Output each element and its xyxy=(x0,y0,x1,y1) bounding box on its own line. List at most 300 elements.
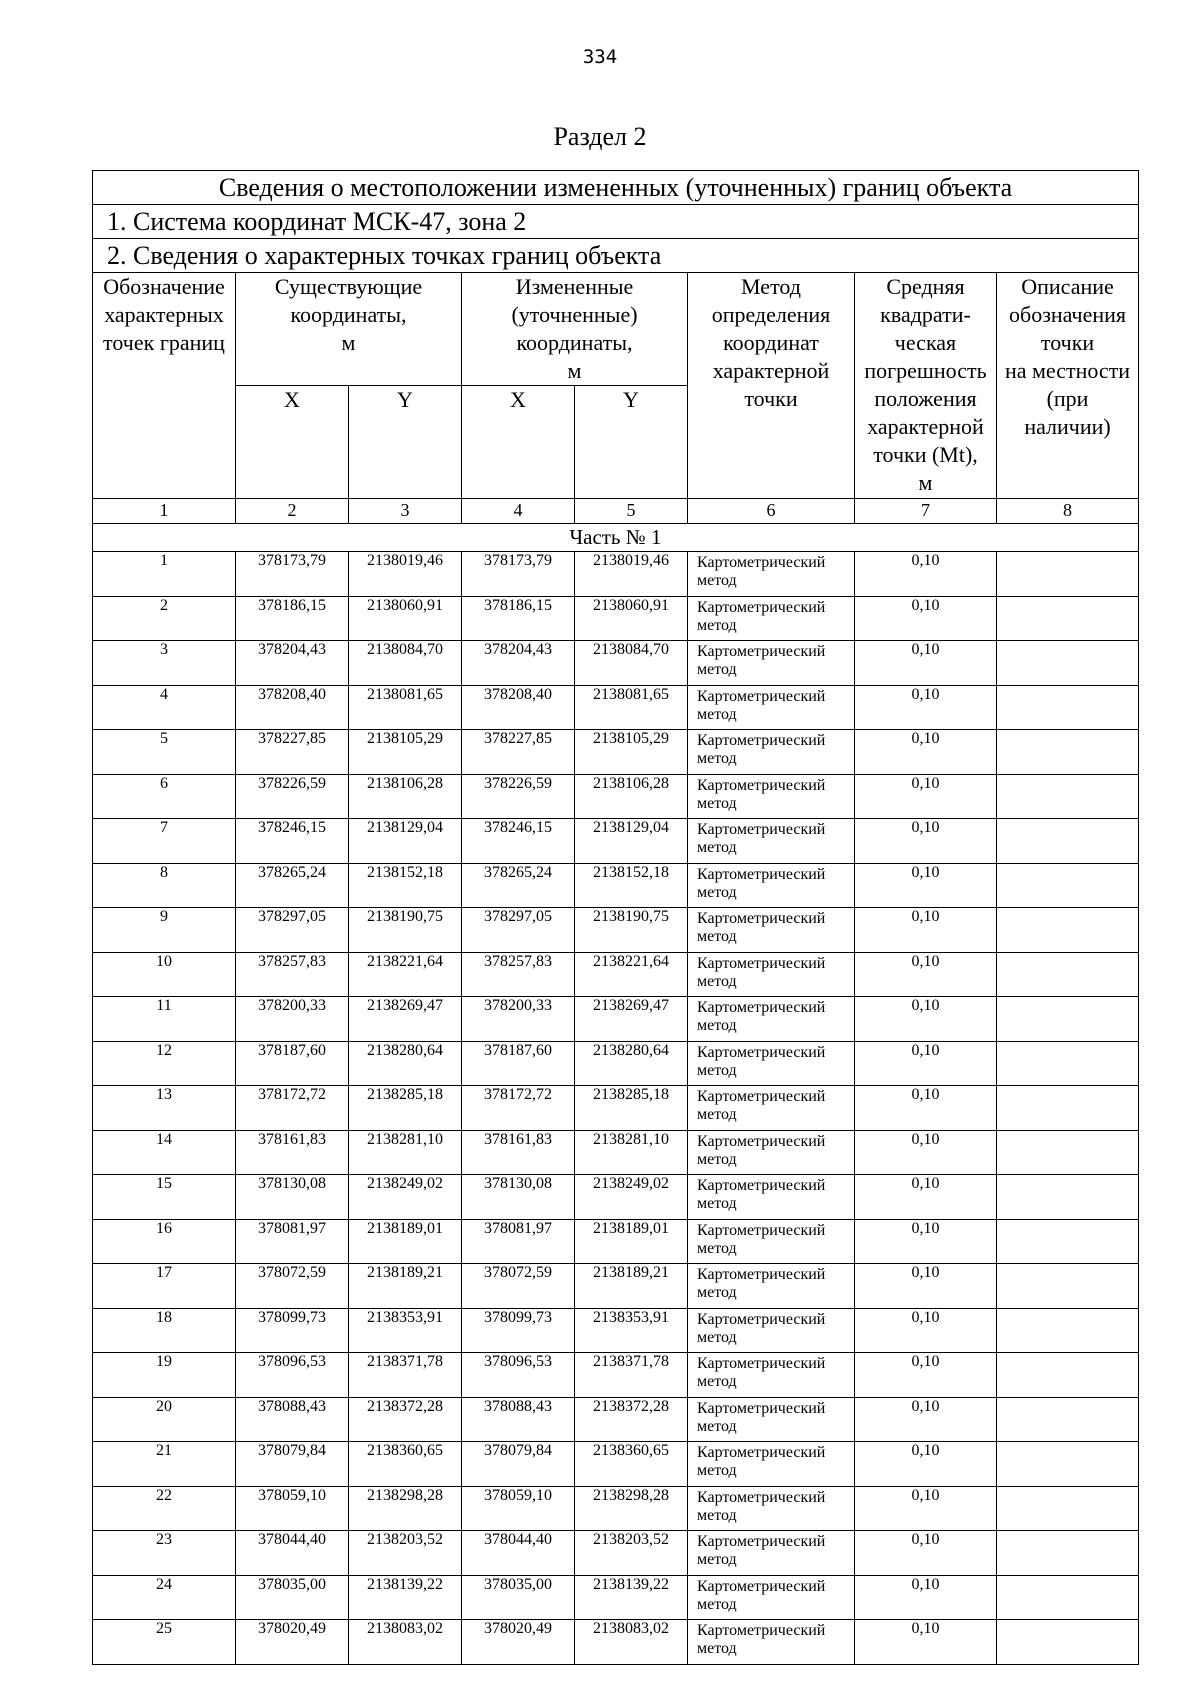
existing-y: 2138221,64 xyxy=(349,952,462,997)
accuracy-value: 0,10 xyxy=(855,1041,997,1086)
table-row xyxy=(93,1041,1139,1086)
column-number: 4 xyxy=(462,499,575,524)
changed-y: 2138281,10 xyxy=(575,1130,688,1175)
existing-x: 378130,08 xyxy=(236,1175,349,1220)
changed-y: 2138139,22 xyxy=(575,1575,688,1620)
table-row xyxy=(93,819,1139,864)
header-line: положения xyxy=(874,386,977,411)
table-row xyxy=(93,641,1139,686)
changed-x: 378227,85 xyxy=(462,730,575,775)
method xyxy=(688,952,855,997)
method xyxy=(688,596,855,641)
changed-x: 378200,33 xyxy=(462,997,575,1042)
table-row xyxy=(93,1264,1139,1309)
header-x-changed: X xyxy=(462,386,575,499)
method-line: Картометрический xyxy=(697,1533,826,1550)
point-description xyxy=(997,1264,1139,1309)
changed-x: 378187,60 xyxy=(462,1041,575,1086)
point-number: 2 xyxy=(93,596,236,641)
method xyxy=(688,552,855,597)
changed-x: 378246,15 xyxy=(462,819,575,864)
changed-y: 2138060,91 xyxy=(575,596,688,641)
existing-y: 2138084,70 xyxy=(349,641,462,686)
header-line: (при xyxy=(1046,386,1089,411)
changed-x: 378072,59 xyxy=(462,1264,575,1309)
table-row xyxy=(93,1175,1139,1220)
point-number: 17 xyxy=(93,1264,236,1309)
method xyxy=(688,863,855,908)
method-line: Картометрический xyxy=(697,954,826,972)
method-line: Картометрический xyxy=(697,1088,826,1105)
header-line: ческая xyxy=(894,330,957,355)
point-description xyxy=(997,997,1139,1042)
existing-y: 2138106,28 xyxy=(349,774,462,819)
method-line: метод xyxy=(697,1239,737,1257)
changed-x: 378079,84 xyxy=(462,1442,575,1487)
accuracy-value: 0,10 xyxy=(855,1575,997,1620)
existing-y: 2138372,28 xyxy=(349,1397,462,1442)
changed-y: 2138152,18 xyxy=(575,863,688,908)
method xyxy=(688,730,855,775)
header-line: координаты, xyxy=(516,330,633,355)
point-number: 19 xyxy=(93,1353,236,1398)
method-line: Картометрический xyxy=(697,1622,826,1639)
existing-y: 2138189,21 xyxy=(349,1264,462,1309)
header-line: точки (Mt), xyxy=(873,442,978,467)
existing-y: 2138298,28 xyxy=(349,1486,462,1531)
existing-x: 378059,10 xyxy=(236,1486,349,1531)
section-title: Раздел 2 xyxy=(553,122,647,151)
method xyxy=(688,1308,855,1353)
method-line: метод xyxy=(697,1017,737,1034)
changed-y: 2138081,65 xyxy=(575,685,688,730)
table-row xyxy=(93,1575,1139,1620)
column-number: 7 xyxy=(855,499,997,524)
method xyxy=(688,997,855,1042)
method xyxy=(688,908,855,953)
point-description xyxy=(997,1486,1139,1531)
point-number: 11 xyxy=(93,997,236,1042)
method-line: Картометрический xyxy=(697,1177,826,1194)
accuracy-value: 0,10 xyxy=(855,863,997,908)
accuracy-value: 0,10 xyxy=(855,997,997,1042)
point-description xyxy=(997,1353,1139,1398)
header-line: определения xyxy=(711,302,831,327)
method-line: Картометрический xyxy=(697,1488,826,1506)
column-number: 3 xyxy=(349,499,462,524)
method-line: Картометрический xyxy=(697,1043,826,1061)
table-row xyxy=(93,1397,1139,1442)
header-line: м xyxy=(918,470,933,495)
method-line: метод xyxy=(697,1462,737,1479)
table-row xyxy=(93,952,1139,997)
changed-x: 378081,97 xyxy=(462,1219,575,1264)
header-line: характерных xyxy=(104,302,224,327)
method-line: метод xyxy=(697,839,737,856)
existing-x: 378200,33 xyxy=(236,997,349,1042)
header-line: координат xyxy=(723,330,819,355)
header-line: м xyxy=(341,330,356,355)
changed-y: 2138360,65 xyxy=(575,1442,688,1487)
changed-x: 378257,83 xyxy=(462,952,575,997)
header-changed-coords xyxy=(462,273,688,386)
changed-x: 378130,08 xyxy=(462,1175,575,1220)
point-number: 23 xyxy=(93,1531,236,1576)
table-row xyxy=(93,1620,1139,1665)
method-line: Картометрический xyxy=(697,1444,826,1461)
point-description xyxy=(997,1308,1139,1353)
point-number: 14 xyxy=(93,1130,236,1175)
changed-x: 378173,79 xyxy=(462,552,575,597)
header-line: точки xyxy=(1040,330,1095,355)
existing-x: 378186,15 xyxy=(236,596,349,641)
header-line: квадрати- xyxy=(880,302,971,327)
method xyxy=(688,1620,855,1665)
method-line: метод xyxy=(697,1328,737,1346)
accuracy-value: 0,10 xyxy=(855,1264,997,1309)
table-row xyxy=(93,1531,1139,1576)
method-line: метод xyxy=(697,972,737,990)
method-line: метод xyxy=(697,1150,737,1168)
accuracy-value: 0,10 xyxy=(855,1219,997,1264)
header-line: погрешность xyxy=(864,358,987,383)
column-number: 1 xyxy=(93,499,236,524)
changed-x: 378059,10 xyxy=(462,1486,575,1531)
accuracy-value: 0,10 xyxy=(855,641,997,686)
point-number: 8 xyxy=(93,863,236,908)
existing-y: 2138371,78 xyxy=(349,1353,462,1398)
points-heading: 2. Сведения о характерных точках границ объекта xyxy=(93,239,1139,273)
changed-x: 378096,53 xyxy=(462,1353,575,1398)
point-number: 7 xyxy=(93,819,236,864)
point-description xyxy=(997,1620,1139,1665)
header-method xyxy=(688,273,855,499)
method-line: метод xyxy=(697,794,737,812)
method-line: метод xyxy=(697,572,737,589)
existing-x: 378161,83 xyxy=(236,1130,349,1175)
changed-y: 2138298,28 xyxy=(575,1486,688,1531)
point-description xyxy=(997,1531,1139,1576)
existing-x: 378204,43 xyxy=(236,641,349,686)
point-description xyxy=(997,952,1139,997)
accuracy-value: 0,10 xyxy=(855,685,997,730)
existing-y: 2138280,64 xyxy=(349,1041,462,1086)
method-line: метод xyxy=(697,616,737,634)
point-description xyxy=(997,774,1139,819)
method xyxy=(688,1353,855,1398)
table-row xyxy=(93,1442,1139,1487)
method xyxy=(688,774,855,819)
method-line: метод xyxy=(697,1106,737,1123)
table-row xyxy=(93,685,1139,730)
existing-x: 378020,49 xyxy=(236,1620,349,1665)
existing-y: 2138281,10 xyxy=(349,1130,462,1175)
table-title: Сведения о местоположении измененных (уточненных) границ объекта xyxy=(93,171,1139,205)
changed-y: 2138019,46 xyxy=(575,552,688,597)
method xyxy=(688,1264,855,1309)
accuracy-value: 0,10 xyxy=(855,1486,997,1531)
accuracy-value: 0,10 xyxy=(855,1531,997,1576)
method-line: метод xyxy=(697,1284,737,1301)
point-description xyxy=(997,1442,1139,1487)
table-row xyxy=(93,997,1139,1042)
header-line: Измененные xyxy=(515,274,634,299)
changed-x: 378020,49 xyxy=(462,1620,575,1665)
method-line: Картометрический xyxy=(697,776,826,794)
point-description xyxy=(997,1397,1139,1442)
changed-y: 2138129,04 xyxy=(575,819,688,864)
method xyxy=(688,1486,855,1531)
existing-y: 2138060,91 xyxy=(349,596,462,641)
method xyxy=(688,1086,855,1131)
method-line: Картометрический xyxy=(697,821,826,838)
existing-y: 2138139,22 xyxy=(349,1575,462,1620)
existing-y: 2138152,18 xyxy=(349,863,462,908)
header-line: Существующие xyxy=(274,274,423,299)
method-line: метод xyxy=(697,661,737,678)
accuracy-value: 0,10 xyxy=(855,552,997,597)
changed-y: 2138203,52 xyxy=(575,1531,688,1576)
changed-y: 2138105,29 xyxy=(575,730,688,775)
existing-x: 378246,15 xyxy=(236,819,349,864)
method xyxy=(688,1397,855,1442)
header-existing-coords xyxy=(236,273,462,386)
point-description xyxy=(997,863,1139,908)
header-description xyxy=(997,273,1139,499)
header-y-changed: Y xyxy=(575,386,688,499)
existing-x: 378172,72 xyxy=(236,1086,349,1131)
accuracy-value: 0,10 xyxy=(855,774,997,819)
point-number: 12 xyxy=(93,1041,236,1086)
method-line: Картометрический xyxy=(697,554,826,571)
method-line: метод xyxy=(697,705,737,723)
changed-x: 378265,24 xyxy=(462,863,575,908)
header-accuracy xyxy=(855,273,997,499)
method xyxy=(688,1531,855,1576)
accuracy-value: 0,10 xyxy=(855,1308,997,1353)
method-line: Картометрический xyxy=(697,910,826,927)
method-line: Картометрический xyxy=(697,598,826,616)
changed-x: 378172,72 xyxy=(462,1086,575,1131)
changed-y: 2138083,02 xyxy=(575,1620,688,1665)
point-description xyxy=(997,552,1139,597)
point-description xyxy=(997,908,1139,953)
header-line: характерной xyxy=(712,358,830,383)
method-line: Картометрический xyxy=(697,643,826,660)
changed-y: 2138189,01 xyxy=(575,1219,688,1264)
accuracy-value: 0,10 xyxy=(855,908,997,953)
method-line: метод xyxy=(697,883,737,901)
table-row xyxy=(93,1308,1139,1353)
existing-x: 378081,97 xyxy=(236,1219,349,1264)
changed-y: 2138084,70 xyxy=(575,641,688,686)
method xyxy=(688,819,855,864)
changed-y: 2138269,47 xyxy=(575,997,688,1042)
changed-x: 378226,59 xyxy=(462,774,575,819)
header-x-existing: X xyxy=(236,386,349,499)
existing-x: 378096,53 xyxy=(236,1353,349,1398)
changed-x: 378297,05 xyxy=(462,908,575,953)
point-number: 13 xyxy=(93,1086,236,1131)
method-line: Картометрический xyxy=(697,1310,826,1328)
existing-x: 378072,59 xyxy=(236,1264,349,1309)
method-line: Картометрический xyxy=(697,1132,826,1150)
method-line: метод xyxy=(697,1373,737,1390)
header-line: Описание xyxy=(1021,274,1114,299)
boundary-points-table xyxy=(92,170,1139,1665)
point-description xyxy=(997,730,1139,775)
point-number: 10 xyxy=(93,952,236,997)
method xyxy=(688,685,855,730)
changed-x: 378088,43 xyxy=(462,1397,575,1442)
table-row xyxy=(93,1486,1139,1531)
point-description xyxy=(997,1086,1139,1131)
existing-y: 2138285,18 xyxy=(349,1086,462,1131)
existing-x: 378227,85 xyxy=(236,730,349,775)
header-line: на местности xyxy=(1004,358,1131,383)
changed-x: 378044,40 xyxy=(462,1531,575,1576)
existing-y: 2138190,75 xyxy=(349,908,462,953)
method-line: метод xyxy=(697,1551,737,1568)
method xyxy=(688,641,855,686)
changed-y: 2138189,21 xyxy=(575,1264,688,1309)
point-number: 24 xyxy=(93,1575,236,1620)
method xyxy=(688,1219,855,1264)
header-line: характерной xyxy=(867,414,984,439)
point-number: 4 xyxy=(93,685,236,730)
coordinate-system: 1. Система координат МСК-47, зона 2 xyxy=(93,205,1139,239)
accuracy-value: 0,10 xyxy=(855,596,997,641)
changed-x: 378161,83 xyxy=(462,1130,575,1175)
table-row xyxy=(93,1130,1139,1175)
existing-x: 378044,40 xyxy=(236,1531,349,1576)
header-line: Средняя xyxy=(886,274,965,299)
point-number: 6 xyxy=(93,774,236,819)
changed-x: 378099,73 xyxy=(462,1308,575,1353)
point-description xyxy=(997,1219,1139,1264)
table-row xyxy=(93,1353,1139,1398)
point-number: 18 xyxy=(93,1308,236,1353)
accuracy-value: 0,10 xyxy=(855,1620,997,1665)
method-line: Картометрический xyxy=(697,1355,826,1372)
changed-y: 2138280,64 xyxy=(575,1041,688,1086)
existing-x: 378099,73 xyxy=(236,1308,349,1353)
column-number: 5 xyxy=(575,499,688,524)
table-row xyxy=(93,1086,1139,1131)
existing-y: 2138189,01 xyxy=(349,1219,462,1264)
column-number: 8 xyxy=(997,499,1139,524)
method-line: метод xyxy=(697,1595,737,1613)
header-designation xyxy=(93,273,236,499)
method-line: Картометрический xyxy=(697,1399,826,1417)
changed-y: 2138371,78 xyxy=(575,1353,688,1398)
method-line: Картометрический xyxy=(697,865,826,883)
header-line: Обозначение xyxy=(103,274,225,299)
existing-y: 2138105,29 xyxy=(349,730,462,775)
existing-y: 2138360,65 xyxy=(349,1442,462,1487)
point-number: 5 xyxy=(93,730,236,775)
point-number: 3 xyxy=(93,641,236,686)
header-line: м xyxy=(567,358,582,383)
accuracy-value: 0,10 xyxy=(855,730,997,775)
header-y-existing: Y xyxy=(349,386,462,499)
method xyxy=(688,1575,855,1620)
point-description xyxy=(997,1130,1139,1175)
method-line: Картометрический xyxy=(697,1221,826,1239)
method-line: метод xyxy=(697,928,737,945)
part-label: Часть № 1 xyxy=(93,524,1139,552)
method-line: метод xyxy=(697,750,737,767)
point-description xyxy=(997,596,1139,641)
accuracy-value: 0,10 xyxy=(855,1175,997,1220)
method xyxy=(688,1175,855,1220)
changed-y: 2138106,28 xyxy=(575,774,688,819)
method xyxy=(688,1041,855,1086)
header-line: точки xyxy=(744,386,798,411)
accuracy-value: 0,10 xyxy=(855,1397,997,1442)
method-line: Картометрический xyxy=(697,999,826,1016)
accuracy-value: 0,10 xyxy=(855,1442,997,1487)
point-number: 21 xyxy=(93,1442,236,1487)
existing-y: 2138083,02 xyxy=(349,1620,462,1665)
existing-x: 378079,84 xyxy=(236,1442,349,1487)
changed-y: 2138353,91 xyxy=(575,1308,688,1353)
existing-x: 378208,40 xyxy=(236,685,349,730)
page-number: 334 xyxy=(582,46,618,68)
point-number: 9 xyxy=(93,908,236,953)
method-line: метод xyxy=(697,1061,737,1079)
header-line: Метод xyxy=(741,274,801,299)
point-number: 15 xyxy=(93,1175,236,1220)
accuracy-value: 0,10 xyxy=(855,819,997,864)
point-number: 22 xyxy=(93,1486,236,1531)
existing-x: 378035,00 xyxy=(236,1575,349,1620)
point-description xyxy=(997,641,1139,686)
existing-y: 2138129,04 xyxy=(349,819,462,864)
point-number: 1 xyxy=(93,552,236,597)
point-description xyxy=(997,685,1139,730)
point-number: 20 xyxy=(93,1397,236,1442)
changed-x: 378208,40 xyxy=(462,685,575,730)
existing-y: 2138081,65 xyxy=(349,685,462,730)
table-row xyxy=(93,774,1139,819)
point-description xyxy=(997,1041,1139,1086)
method-line: Картометрический xyxy=(697,1266,826,1283)
method-line: Картометрический xyxy=(697,687,826,705)
changed-y: 2138372,28 xyxy=(575,1397,688,1442)
existing-x: 378297,05 xyxy=(236,908,349,953)
changed-y: 2138285,18 xyxy=(575,1086,688,1131)
existing-y: 2138353,91 xyxy=(349,1308,462,1353)
existing-x: 378187,60 xyxy=(236,1041,349,1086)
column-number: 2 xyxy=(236,499,349,524)
header-line: наличии) xyxy=(1024,414,1111,439)
header-line: координаты, xyxy=(290,302,407,327)
method-line: Картометрический xyxy=(697,1577,826,1595)
method-line: метод xyxy=(697,1417,737,1435)
point-number: 25 xyxy=(93,1620,236,1665)
existing-x: 378088,43 xyxy=(236,1397,349,1442)
method-line: метод xyxy=(697,1195,737,1212)
table-row xyxy=(93,1219,1139,1264)
header-line: обозначения xyxy=(1009,302,1127,327)
table-row xyxy=(93,552,1139,597)
changed-y: 2138190,75 xyxy=(575,908,688,953)
method xyxy=(688,1442,855,1487)
accuracy-value: 0,10 xyxy=(855,1130,997,1175)
changed-x: 378204,43 xyxy=(462,641,575,686)
accuracy-value: 0,10 xyxy=(855,1086,997,1131)
